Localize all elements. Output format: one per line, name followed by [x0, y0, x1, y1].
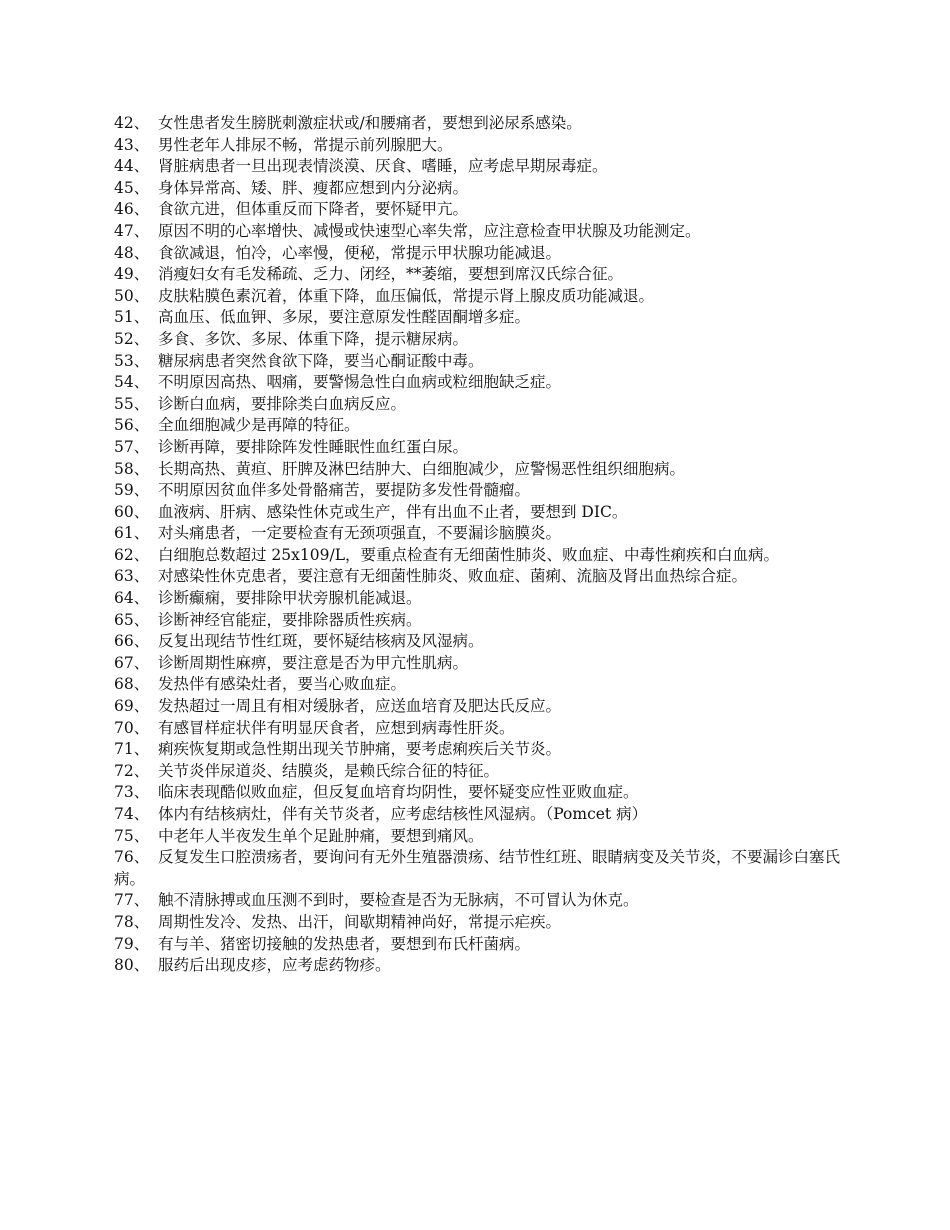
item-number: 71、 [114, 740, 150, 759]
item-text: 中老年人半夜发生单个足趾肿痛，要想到痛风。 [158, 826, 484, 845]
list-item [114, 243, 844, 265]
list-item [114, 329, 844, 351]
item-number: 48、 [114, 243, 150, 262]
item-text: 体内有结核病灶，伴有关节炎者，应考虑结核性风湿病。（Pomcet 病） [158, 805, 648, 823]
item-number: 62、 [114, 545, 150, 564]
item-text: 痢疾恢复期或急性期出现关节肿痛，要考虑痢疾后关节炎。 [158, 740, 562, 759]
list-item [114, 566, 844, 588]
list-item [114, 653, 844, 675]
item-text: 临床表现酷似败血症，但反复血培育均阴性，要怀疑变应性亚败血症。 [158, 783, 639, 802]
item-text: 发热超过一周且有相对缓脉者，应送血培育及肥达氏反应。 [158, 697, 562, 716]
item-number: 55、 [114, 394, 150, 413]
item-text: 有感冒样症状伴有明显厌食者，应想到病毒性肝炎。 [158, 718, 515, 737]
item-text: 对感染性休克患者，要注意有无细菌性肺炎、败血症、菌痢、流脑及肾出血热综合症。 [158, 567, 748, 586]
list-item [114, 890, 844, 912]
item-text: 反复出现结节性红斑，要怀疑结核病及风湿病。 [158, 632, 484, 651]
item-text: 周期性发冷、发热、出汗，间歇期精神尚好，常提示疟疾。 [158, 912, 562, 931]
list-item [114, 696, 844, 718]
item-text: 诊断再障，要排除阵发性睡眠性血红蛋白尿。 [158, 437, 469, 456]
item-number: 75、 [114, 826, 150, 845]
item-number: 69、 [114, 697, 150, 716]
item-text: 血液病、肝病、感染性休克或生产，伴有出血不止者，要想到 DIC。 [158, 502, 628, 521]
list-item [114, 415, 844, 437]
item-number: 68、 [114, 675, 150, 694]
item-number: 56、 [114, 416, 150, 435]
list-item [114, 718, 844, 740]
item-number: 66、 [114, 632, 150, 651]
list-item [114, 804, 844, 826]
item-number: 70、 [114, 718, 150, 737]
list-item [114, 135, 844, 157]
item-text: 皮肤粘膜色素沉着，体重下降，血压偏低，常提示肾上腺皮质功能减退。 [158, 286, 655, 305]
list-item [114, 113, 844, 135]
list-item [114, 178, 844, 200]
list-item [114, 351, 844, 373]
item-number: 51、 [114, 308, 150, 327]
list-item [114, 437, 844, 459]
item-text: 男性老年人排尿不畅，常提示前列腺肥大。 [158, 135, 453, 154]
list-item [114, 286, 844, 308]
list-item [114, 523, 844, 545]
item-text: 关节炎伴尿道炎、结膜炎，是赖氏综合征的特征。 [158, 761, 500, 780]
item-number: 80、 [114, 956, 150, 975]
item-number: 57、 [114, 437, 150, 456]
list-item [114, 674, 844, 696]
list-item [114, 934, 844, 956]
item-text: 消瘦妇女有毛发稀疏、乏力、闭经，**萎缩，要想到席汉氏综合征。 [158, 265, 624, 284]
item-number: 46、 [114, 200, 150, 219]
list-item [114, 631, 844, 653]
item-number: 67、 [114, 653, 150, 672]
list-item [114, 955, 844, 977]
list-item [114, 761, 844, 783]
item-text: 诊断周期性麻痹，要注意是否为甲亢性肌病。 [158, 653, 469, 672]
item-text: 女性患者发生膀胱刺激症状或/和腰痛者，要想到泌尿系感染。 [158, 114, 582, 132]
list-item [114, 221, 844, 243]
list-item [114, 480, 844, 502]
list-item [114, 459, 844, 481]
item-number: 45、 [114, 178, 150, 197]
item-text: 食欲亢进，但体重反而下降者，要怀疑甲亢。 [158, 200, 469, 219]
list-item [114, 782, 844, 804]
item-text: 高血压、低血钾、多尿，要注意原发性醛固酮增多症。 [158, 308, 531, 327]
list-item [114, 199, 844, 221]
item-text: 诊断白血病，要排除类白血病反应。 [158, 394, 407, 413]
item-number: 52、 [114, 329, 150, 348]
item-number: 79、 [114, 934, 150, 953]
item-number: 47、 [114, 221, 150, 240]
item-text: 反复发生口腔溃疡者，要询问有无外生殖器溃疡、结节性红班、眼睛病变及关节炎，不要漏诊白塞氏病。 [114, 848, 841, 888]
item-number: 59、 [114, 481, 150, 500]
item-text: 不明原因高热、咽痛，要警惕急性白血病或粒细胞缺乏症。 [158, 373, 562, 392]
list-item [114, 372, 844, 394]
item-number: 76、 [114, 848, 150, 867]
numbered-list [114, 113, 844, 977]
list-item [114, 264, 844, 286]
item-text: 糖尿病患者突然食欲下降，要当心酮证酸中毒。 [158, 351, 484, 370]
item-number: 53、 [114, 351, 150, 370]
item-text: 长期高热、黄疸、肝脾及淋巴结肿大、白细胞减少，应警惕恶性组织细胞病。 [158, 459, 686, 478]
item-number: 54、 [114, 373, 150, 392]
item-text: 全血细胞减少是再障的特征。 [158, 416, 360, 435]
item-number: 74、 [114, 805, 150, 823]
list-item [114, 739, 844, 761]
item-text: 诊断神经官能症，要排除器质性疾病。 [158, 610, 422, 629]
item-text: 多食、多饮、多尿、体重下降，提示糖尿病。 [158, 329, 469, 348]
item-text: 触不清脉搏或血压测不到时，要检查是否为无脉病，不可冒认为休克。 [158, 891, 639, 910]
item-text: 原因不明的心率增快、减慢或快速型心率失常，应注意检查甲状腺及功能测定。 [158, 221, 701, 240]
list-item [114, 610, 844, 632]
list-item [114, 394, 844, 416]
item-number: 42、 [114, 114, 150, 132]
item-text: 发热伴有感染灶者，要当心败血症。 [158, 675, 407, 694]
list-item [114, 156, 844, 178]
list-item [114, 588, 844, 610]
item-number: 63、 [114, 567, 150, 586]
item-number: 58、 [114, 459, 150, 478]
item-number: 50、 [114, 286, 150, 305]
list-item [114, 912, 844, 934]
item-number: 65、 [114, 610, 150, 629]
list-item [114, 847, 844, 890]
item-number: 77、 [114, 891, 150, 910]
item-text: 诊断癫痫，要排除甲状旁腺机能减退。 [158, 589, 422, 608]
item-text: 肾脏病患者一旦出现表情淡漠、厌食、嗜睡，应考虑早期尿毒症。 [158, 157, 608, 176]
item-number: 73、 [114, 783, 150, 802]
item-number: 72、 [114, 761, 150, 780]
list-item [114, 545, 844, 567]
item-text: 不明原因贫血伴多处骨骼痛苦，要提防多发性骨髓瘤。 [158, 481, 531, 500]
item-text: 白细胞总数超过 25x109/L，要重点检查有无细菌性肺炎、败血症、中毒性痢疾和白血病。 [158, 545, 779, 564]
item-text: 服药后出现皮疹，应考虑药物疹。 [158, 956, 391, 975]
item-text: 对头痛患者，一定要检查有无颈项强直，不要漏诊脑膜炎。 [158, 524, 562, 543]
item-number: 64、 [114, 589, 150, 608]
item-number: 43、 [114, 135, 150, 154]
list-item [114, 826, 844, 848]
item-text: 有与羊、猪密切接触的发热患者，要想到布氏杆菌病。 [158, 934, 531, 953]
item-number: 44、 [114, 157, 150, 176]
item-text: 食欲减退，怕冷，心率慢，便秘，常提示甲状腺功能减退。 [158, 243, 562, 262]
item-number: 49、 [114, 265, 150, 284]
list-item [114, 502, 844, 524]
item-number: 78、 [114, 912, 150, 931]
list-item [114, 307, 844, 329]
item-text: 身体异常高、矮、胖、瘦都应想到内分泌病。 [158, 178, 469, 197]
item-number: 61、 [114, 524, 150, 543]
item-number: 60、 [114, 502, 150, 521]
